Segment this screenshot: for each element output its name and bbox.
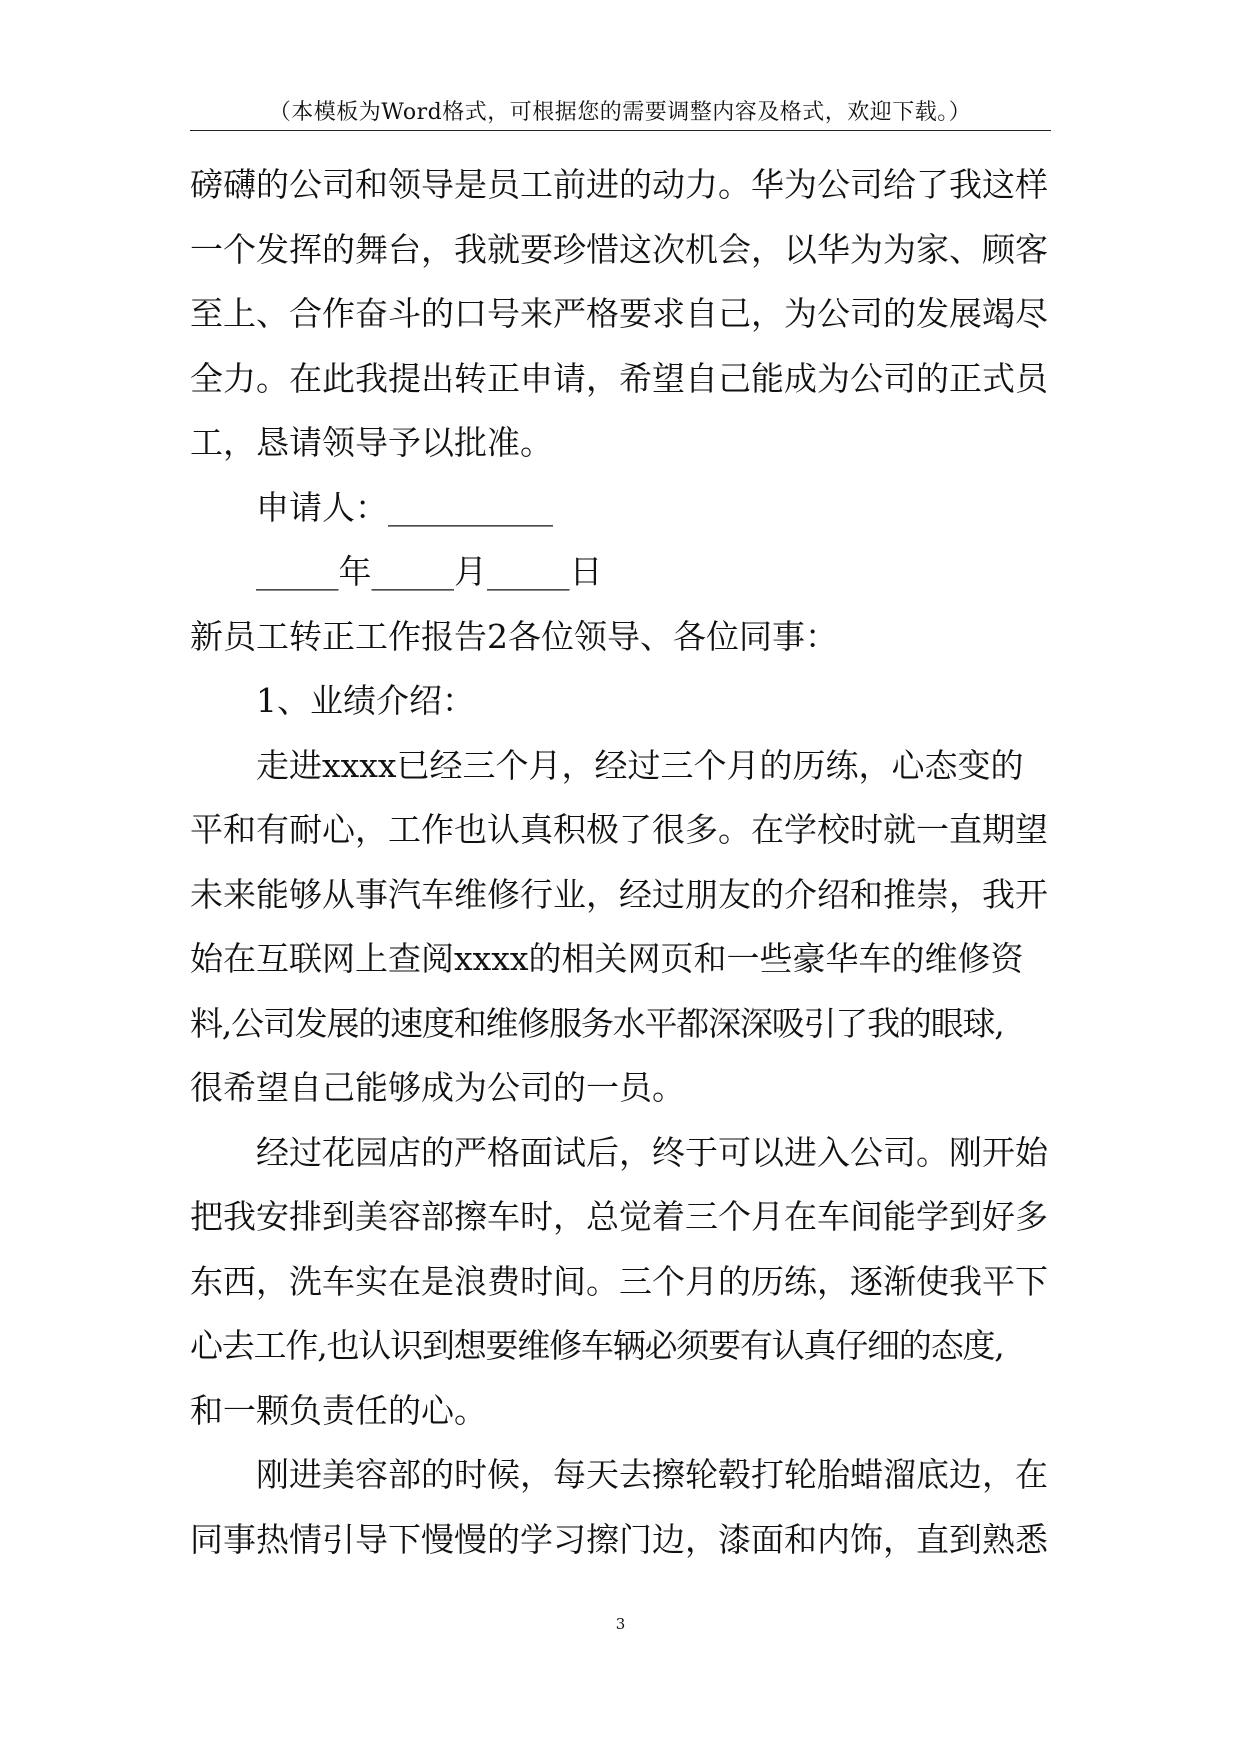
body-line: 始在互联网上查阅xxxx的相关网页和一些豪华车的维修资 bbox=[190, 939, 1024, 978]
page-number: 3 bbox=[615, 1615, 626, 1633]
body-line: 经过花园店的严格面试后，终于可以进入公司。刚开始 bbox=[256, 1132, 1048, 1172]
body-line: 工，恳请领导予以批准。 bbox=[190, 423, 553, 462]
applicant-signature-line: 申请人：__________ bbox=[256, 487, 553, 527]
body-line: 东西，洗车实在是浪费时间。三个月的历练，逐渐使我平下 bbox=[190, 1261, 1048, 1301]
body-line: 心去工作,也认识到想要维修车辆必须要有认真仔细的态度, bbox=[190, 1326, 1004, 1365]
section-heading: 1、业绩介绍： bbox=[256, 681, 475, 720]
body-line: 和一颗负责任的心。 bbox=[190, 1390, 487, 1430]
date-line: _____年_____月_____日 bbox=[256, 552, 603, 591]
body-line: 全力。在此我提出转正申请，希望自己能成为公司的正式员 bbox=[190, 358, 1048, 398]
template-note: （本模板为Word格式，可根据您的需要调整内容及格式，欢迎下载。） bbox=[268, 100, 972, 125]
body-line: 走进xxxx已经三个月，经过三个月的历练，心态变的 bbox=[256, 745, 1024, 785]
body-line: 同事热情引导下慢慢的学习擦门边，漆面和内饰，直到熟悉 bbox=[190, 1519, 1048, 1559]
body-line: 未来能够从事汽车维修行业，经过朋友的介绍和推崇，我开 bbox=[190, 874, 1048, 914]
body-line: 一个发挥的舞台，我就要珍惜这次机会，以华为为家、顾客 bbox=[190, 229, 1048, 269]
body-line: 刚进美容部的时候，每天去擦轮毂打轮胎蜡溜底边，在 bbox=[256, 1455, 1048, 1494]
document-body bbox=[190, 153, 1060, 1572]
body-line: 料,公司发展的速度和维修服务水平都深深吸引了我的眼球, bbox=[190, 1003, 1004, 1043]
body-line: 把我安排到美容部擦车时，总觉着三个月在车间能学到好多 bbox=[190, 1197, 1048, 1236]
body-line: 平和有耐心，工作也认真积极了很多。在学校时就一直期望 bbox=[190, 810, 1048, 849]
header-divider bbox=[190, 130, 1051, 131]
body-line: 磅礴的公司和领导是员工前进的动力。华为公司给了我这样 bbox=[190, 165, 1048, 204]
report-heading: 新员工转正工作报告2各位领导、各位同事： bbox=[190, 616, 838, 656]
body-line: 至上、合作奋斗的口号来严格要求自己，为公司的发展竭尽 bbox=[190, 294, 1048, 333]
body-line: 很希望自己能够成为公司的一员。 bbox=[190, 1068, 685, 1107]
